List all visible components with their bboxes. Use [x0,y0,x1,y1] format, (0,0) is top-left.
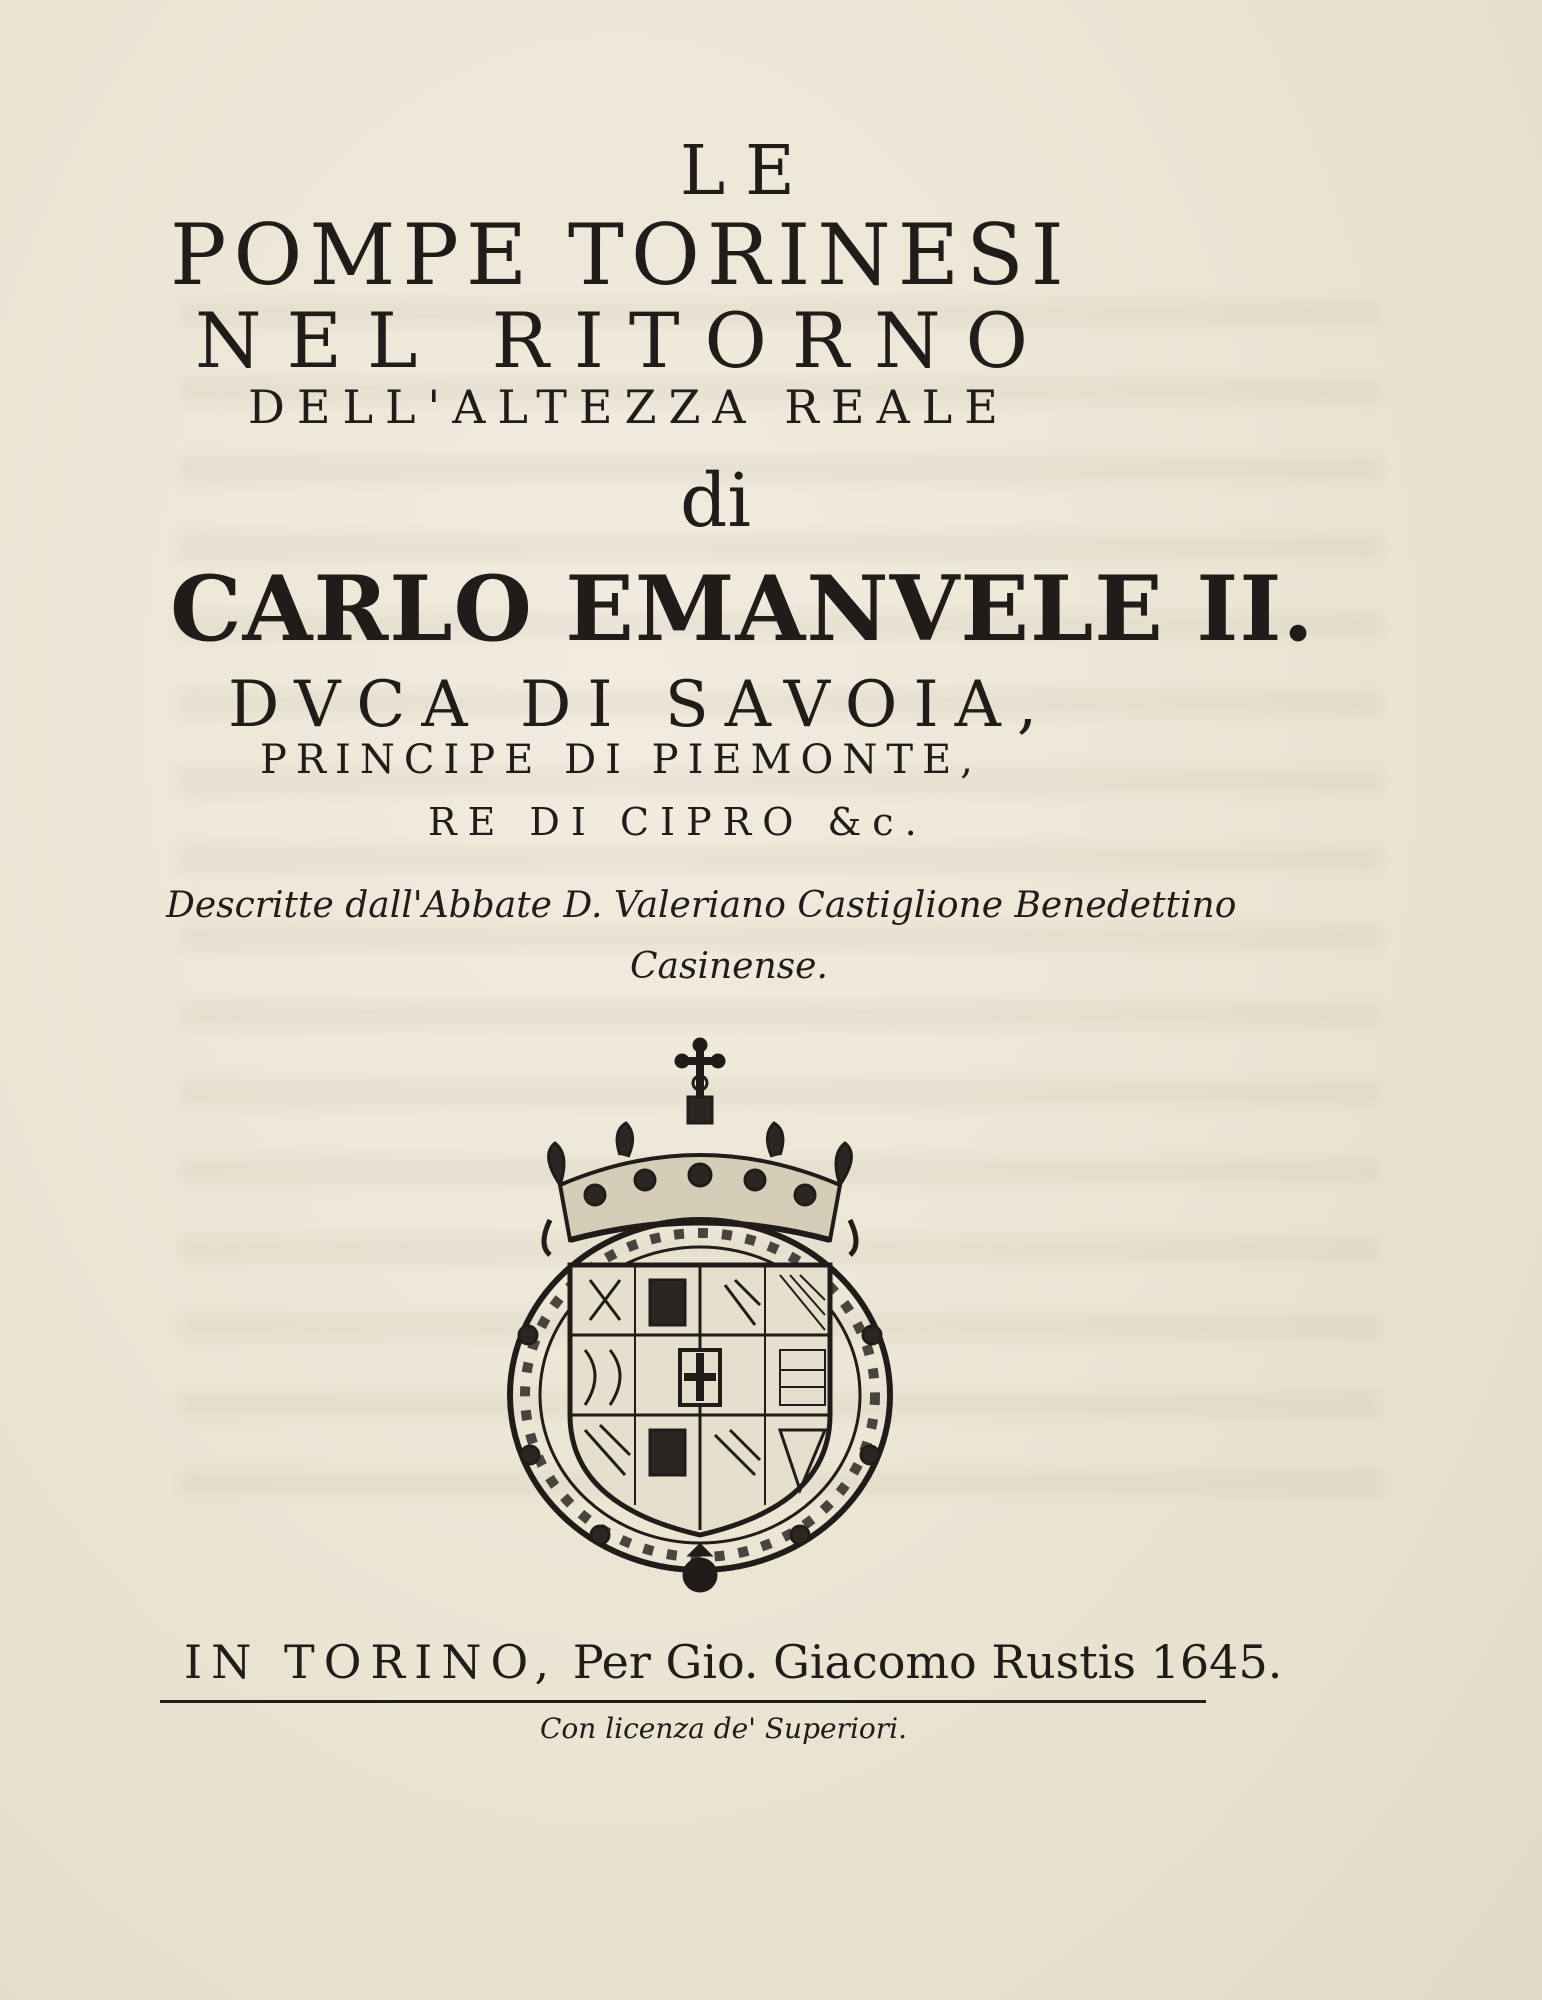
imprint-rule [160,1700,1206,1703]
title-line-carlo-emanuele: CARLO EMANVELE II. [170,556,1315,662]
title-line-principe-di-piemonte: PRINCIPE DI PIEMONTE, [260,737,982,783]
author-line-1: Descritte dall'Abbate D. Valeriano Castiglione Benedettino [166,885,1237,926]
title-line-le: LE [680,132,815,211]
coat-of-arms-icon [500,1035,900,1595]
imprint-line [184,1635,1283,1689]
title-line-pompe-torinesi: POMPE TORINESI [170,206,1071,304]
title-line-re-di-cipro: RE DI CIPRO &c. [428,800,928,844]
author-line-2: Casinense. [630,946,828,987]
imprint-place: IN TORINO, [184,1635,559,1689]
title-line-nel-ritorno: NEL RITORNO [195,296,1053,385]
title-line-di: di [680,458,752,544]
title-line-duca-di-savoia: DVCA DI SAVOIA, [228,668,1054,742]
imprint-printer: Per Gio. Giacomo Rustis 1645. [572,1635,1283,1689]
license-line: Con licenza de' Superiori. [540,1712,907,1745]
title-line-altezza-reale: DELL'ALTEZZA REALE [248,380,1010,434]
